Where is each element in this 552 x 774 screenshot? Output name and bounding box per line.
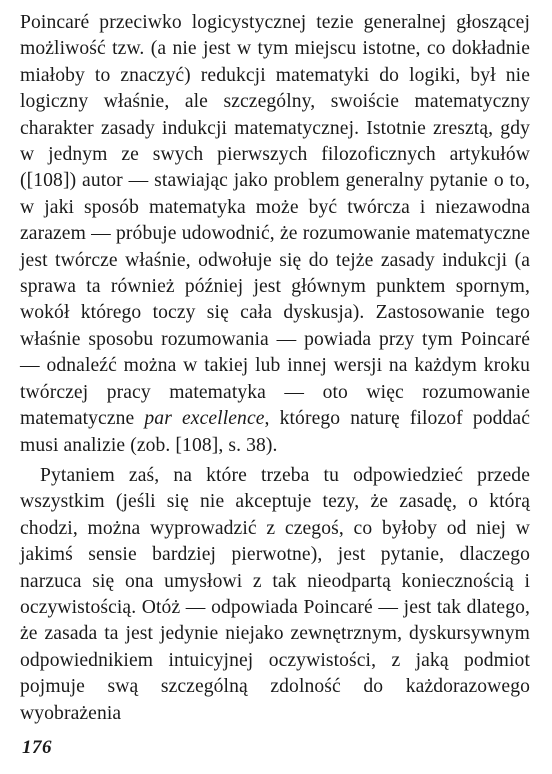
paragraph-1-text: Poincaré przeciwko logicystycznej tezie generalnej głoszącej możliwość tzw. (a nie jest w tym miejscu istotne, co dokładnie miałoby to znaczyć) redukcji matematyki do logiki, był nie logiczny właśnie, ale szczególny, swoiście matematyczny charakter zasady indukcji matematycznej. Istotnie zresztą, gdy w jednym ze swych pierwszych filozoficznych artykułów ([108]) autor — stawiając jako problem generalny pytanie o to, w jaki sposób matematyka może być twórcza i niezawodna zarazem — próbuje udowodnić, że rozumowanie matematyczne jest twórcze właśnie, odwołuje się do tejże zasady indukcji (a sprawa ta również później jest głównym punktem spornym, wokół którego toczy się cała dyskusja). Zastosowanie tego właśnie sposobu rozumowania — powiada przy tym Poincaré — odnaleźć można w takiej lub innej wersji na każdym kroku twórczej pracy matematyka — oto więc rozumowanie matematyczne: [20, 12, 530, 430]
paragraph-1-ending: , którego naturę filozof poddać musi analizie (zob. [108], s. 38).: [20, 408, 530, 456]
italic-phrase: par excellence: [144, 408, 265, 430]
paragraph-2: Pytaniem zaś, na które trzeba tu odpowiedzieć przede wszystkim (jeśli się nie akceptuje tezy, że zasadę, o którą chodzi, można wyprowadzić z czegoś, co byłoby od niej w jakimś sensie bardziej pierwotne), jest pytanie, dlaczego narzuca się ona umysłowi z tak nieodpartą koniecznością i oczywistością. Otóż — odpowiada Poincaré — jest tak dlatego, że zasada ta jest jedynie niejako zewnętrznym, dyskursywnym odpowiednikiem intuicyjnej oczywistości, z jaką podmiot pojmuje swą szczególną zdolność do każdorazowego wyobrażenia: [20, 464, 530, 724]
page-number: 176: [22, 737, 52, 758]
page-body: [20, 10, 530, 727]
paragraph-1: [20, 10, 530, 459]
